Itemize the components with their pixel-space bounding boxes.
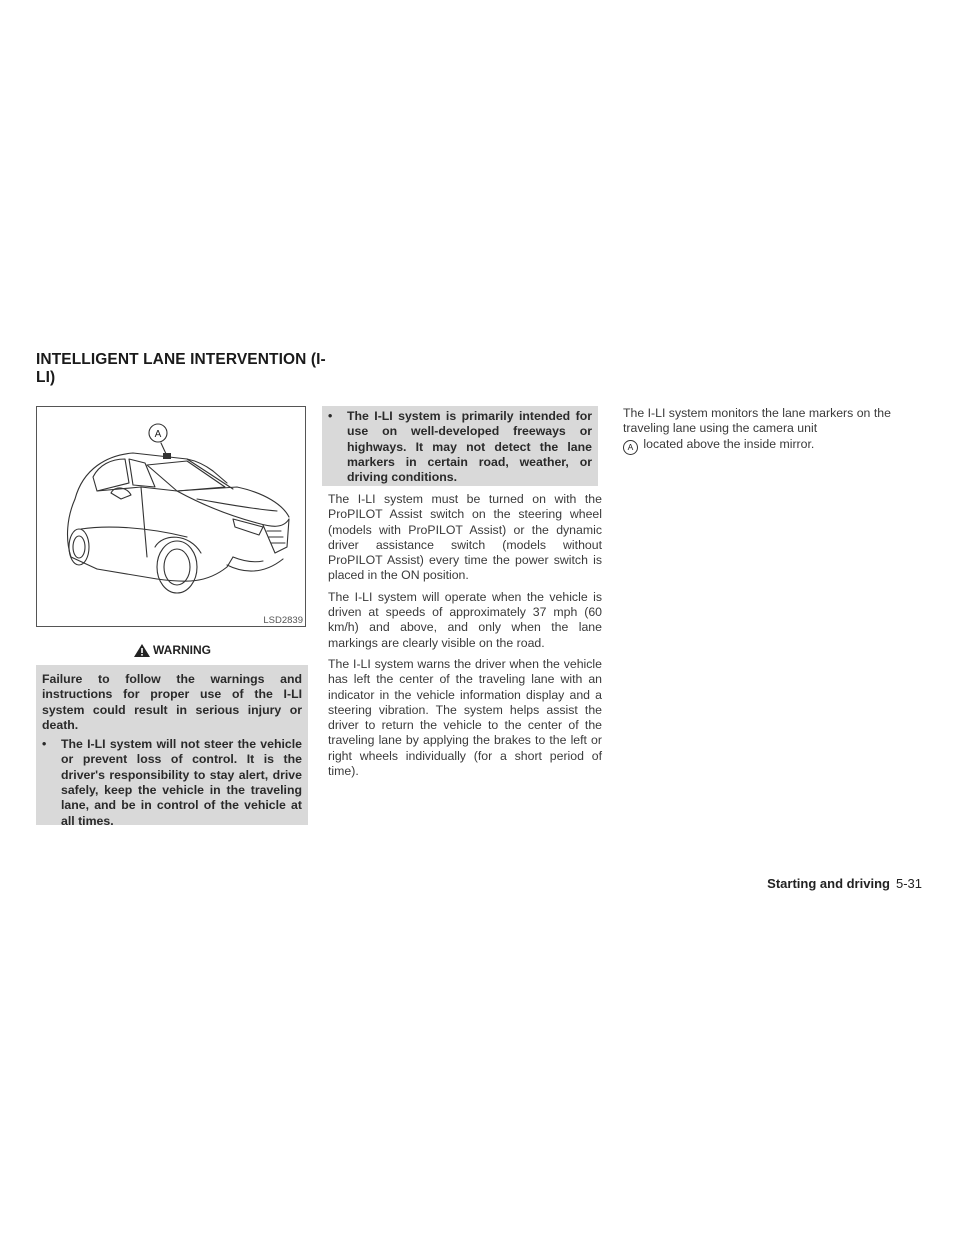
bullet-dot: • [42,737,47,752]
section-title: INTELLIGENT LANE INTERVENTION (I-LI) [36,351,326,386]
car-illustration [37,407,305,626]
warning-bullet [42,737,302,829]
camera-text-end: located above the inside mirror. [643,436,815,451]
warning-box-continued [322,406,598,486]
car-illustration-figure [36,406,306,627]
page-footer [767,876,922,891]
body-paragraph [623,406,899,455]
body-paragraph: The I-LI system will operate when the vehicle is driven at speeds of approximately 37 mph (60 km/h) and above, and only when the lane markings are clearly visible on the road. [328,589,602,650]
bullet-dot: • [328,409,333,423]
body-column-3 [623,406,899,455]
body-paragraph: The I-LI system must be turned on with the ProPILOT Assist switch on the steering wheel (models with ProPILOT Assist) or the dynamic driver assistance switch (models without ProPILOT Assist) every time the power switch is placed in the ON position. [328,492,602,583]
warning-label: WARNING [153,643,211,657]
warning-bullet-text: The I-LI system is primarily intended for use on well-developed freeways or highways. It may not detect the lane markers in certain road, weather, or driving conditions. [347,409,592,485]
camera-text-start: The I-LI system monitors the lane markers on the traveling lane using the camera unit [623,406,891,436]
callout-label: A [154,429,162,440]
body-paragraph: The I-LI system warns the driver when the vehicle has left the center of the traveling lane with an indicator in the vehicle information display and a steering vibration. The system helps assist the driver to return the vehicle to the center of the traveling lane by applying the brakes to the left or right wheels individually (for a short period of time). [328,656,602,779]
page-number: 5-31 [895,876,922,891]
warning-box [36,665,308,828]
warning-bullet [328,409,592,485]
warning-intro: Failure to follow the warnings and instructions for proper use of the I-LI system could result in serious injury or death. [42,672,302,732]
warning-icon [133,643,151,658]
warning-bullet-text: The I-LI system will not steer the vehicle or prevent loss of control. It is the driver's responsibility to stay alert, drive safely, keep the vehicle in the traveling lane, and be in control of the vehicle at all times. [61,737,302,828]
footer-section: Starting and driving [767,876,890,891]
callout-a-marker: A [623,440,638,455]
warning-heading [36,637,308,663]
body-column-2 [328,492,602,785]
figure-code: LSD2839 [263,615,303,626]
